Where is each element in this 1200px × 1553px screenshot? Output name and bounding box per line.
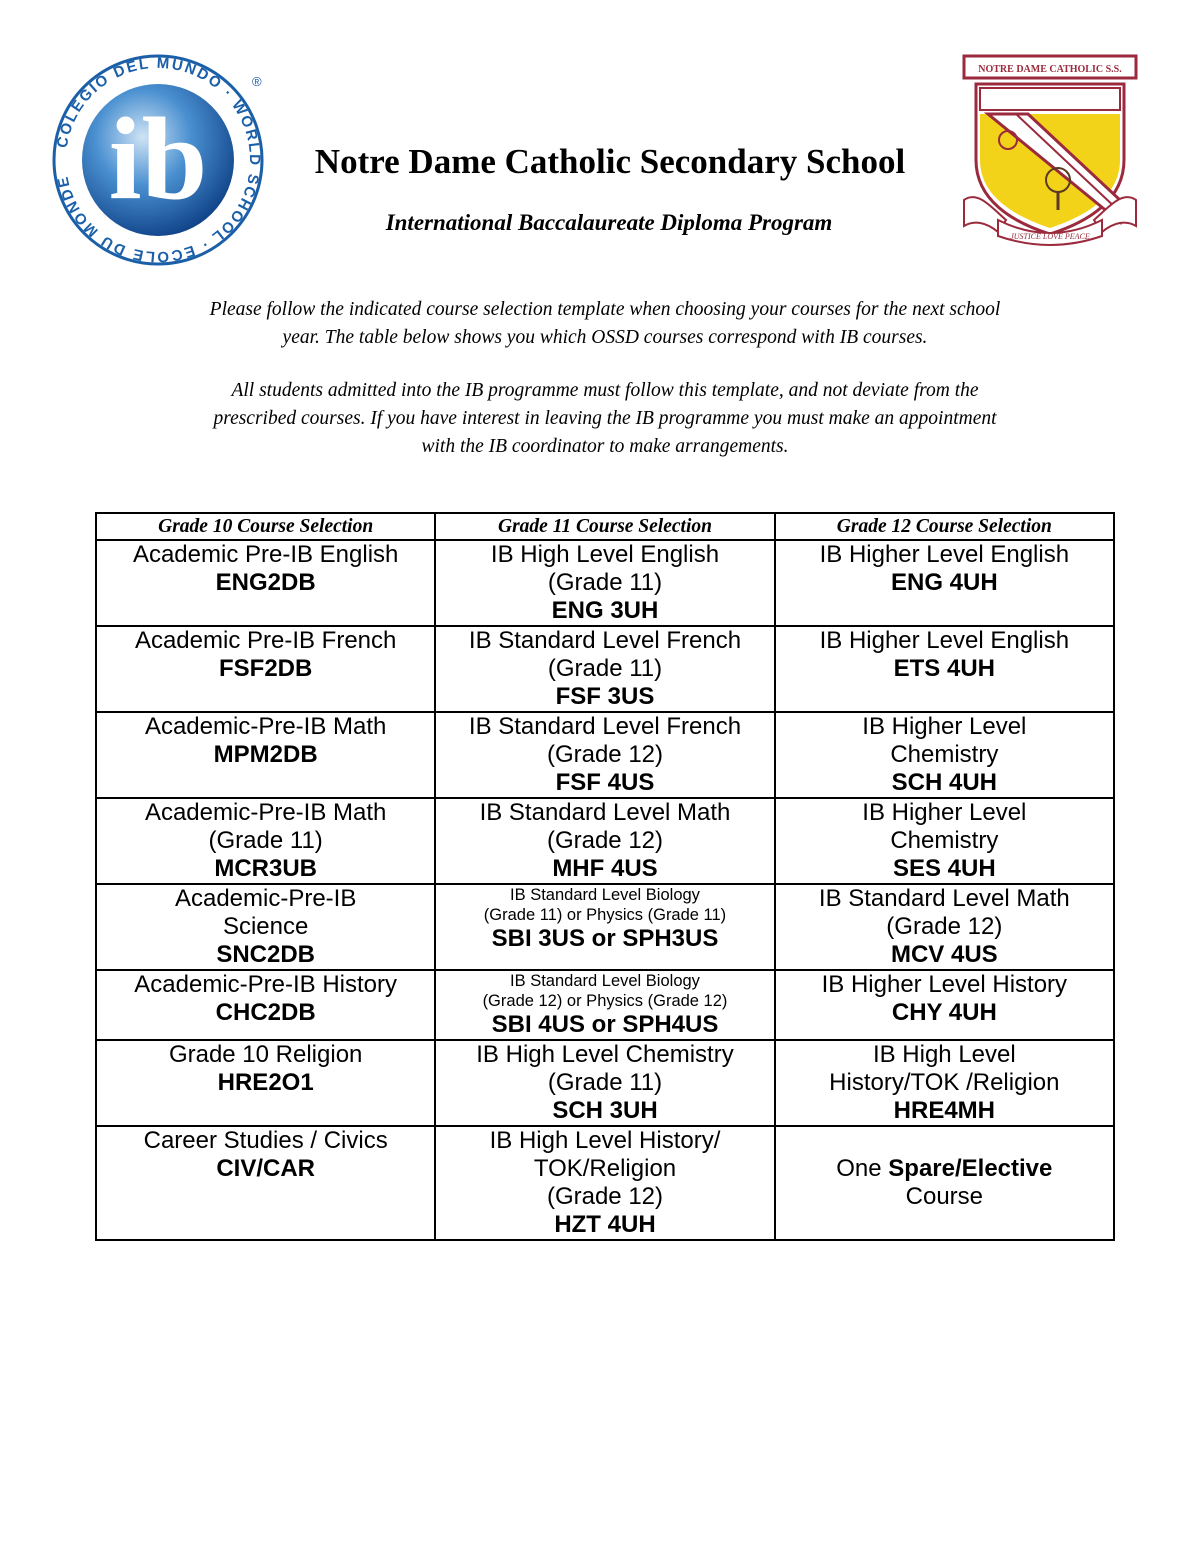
course-name: Grade 10 Religion <box>168 1041 363 1068</box>
course-name: TOK/Religion <box>533 1155 677 1182</box>
course-name: (Grade 11) <box>547 655 663 682</box>
course-code: MCR3UB <box>214 855 317 882</box>
course-cell <box>96 626 435 712</box>
course-name: IB High Level <box>872 1041 1016 1068</box>
course-name: IB Standard Level Biology <box>510 972 700 990</box>
intro-line: prescribed courses. If you have interest in leaving the IB programme you must make an appointment <box>213 408 997 429</box>
course-code: SNC2DB <box>216 941 315 968</box>
course-code: FSF 3US <box>555 683 655 710</box>
course-name: (Grade 12) or Physics (Grade 12) <box>482 992 728 1010</box>
course-cell <box>96 712 435 798</box>
course-code: HRE2O1 <box>217 1069 314 1096</box>
table-header-row <box>96 513 1114 540</box>
table-row <box>96 1040 1114 1126</box>
course-name: Course <box>905 1183 984 1210</box>
svg-text:ib: ib <box>108 93 208 224</box>
course-name: Science <box>222 913 309 940</box>
course-name: (Grade 12) <box>546 741 664 768</box>
course-name: Academic-Pre-IB Math <box>144 799 387 826</box>
course-cell <box>775 884 1114 970</box>
course-name: Chemistry <box>890 827 999 854</box>
course-code: FSF2DB <box>218 655 313 682</box>
course-name: History/TOK /Religion <box>829 1069 1060 1096</box>
course-cell <box>775 712 1114 798</box>
ib-logo-ring-text: COLEGIO DEL MUNDO · WORLD SCHOOL · ÉCOLE DU MONDE <box>53 54 264 266</box>
table-row <box>96 626 1114 712</box>
course-name: Career Studies / Civics <box>143 1127 388 1154</box>
course-name: IB Higher Level <box>862 799 1027 826</box>
course-cell <box>775 626 1114 712</box>
grade-12-header: Grade 12 Course Selection <box>775 513 1114 540</box>
course-code: SCH 3UH <box>552 1097 658 1124</box>
course-cell <box>96 1126 435 1240</box>
course-name: Academic-Pre-IB <box>174 885 357 912</box>
course-code: CHC2DB <box>215 999 316 1026</box>
course-name: (Grade 12) <box>546 1183 664 1210</box>
course-cell <box>96 1040 435 1126</box>
course-name: IB Higher Level English <box>819 627 1070 654</box>
table-row <box>96 540 1114 626</box>
course-code: MPM2DB <box>213 741 318 768</box>
course-name-bold: Spare/Elective <box>888 1155 1053 1182</box>
course-name: Chemistry <box>890 741 999 768</box>
course-name: (Grade 11) <box>547 569 663 596</box>
course-cell <box>96 970 435 1040</box>
course-name: IB Higher Level History <box>821 971 1068 998</box>
course-code: MCV 4US <box>890 941 998 968</box>
course-name: Academic-Pre-IB History <box>134 971 398 998</box>
school-name: Notre Dame Catholic Secondary School <box>314 142 906 181</box>
course-name: Academic Pre-IB English <box>132 541 399 568</box>
course-cell <box>435 712 774 798</box>
crest-motto-text: JUSTICE LOVE PEACE <box>1010 232 1090 241</box>
course-name: (Grade 11) <box>208 827 323 854</box>
course-cell <box>775 1040 1114 1126</box>
course-name: IB Standard Level Biology <box>510 886 700 904</box>
course-code: HRE4MH <box>893 1097 995 1124</box>
course-selection-table <box>95 512 1115 1241</box>
table-row <box>96 798 1114 884</box>
course-cell <box>435 798 774 884</box>
intro-paragraph-2 <box>110 377 1100 461</box>
program-title: International Baccalaureate Diploma Program <box>385 210 833 235</box>
course-cell <box>435 970 774 1040</box>
course-name: (Grade 11) or Physics (Grade 11) <box>483 906 727 924</box>
course-code: MHF 4US <box>552 855 658 882</box>
course-name: (Grade 11) <box>547 1069 663 1096</box>
course-cell <box>775 540 1114 626</box>
grade-11-header: Grade 11 Course Selection <box>435 513 774 540</box>
course-code: ENG 3UH <box>551 597 659 624</box>
course-name: One <box>836 1155 889 1182</box>
course-name: IB Standard Level Math <box>818 885 1070 912</box>
intro-line: with the IB coordinator to make arrangements. <box>421 436 789 457</box>
intro-line: Please follow the indicated course selection template when choosing your courses for the next school <box>209 299 1001 320</box>
table-row <box>96 712 1114 798</box>
spare-elective-line <box>780 1155 1109 1183</box>
course-code: FSF 4US <box>555 769 655 796</box>
table-row <box>96 970 1114 1040</box>
course-name: Academic Pre-IB French <box>134 627 397 654</box>
course-name: (Grade 12) <box>546 827 664 854</box>
course-name: IB Standard Level French <box>468 627 742 654</box>
course-name: IB Standard Level Math <box>479 799 731 826</box>
grade-10-header: Grade 10 Course Selection <box>96 513 435 540</box>
course-code: ENG 4UH <box>890 569 998 596</box>
course-code: SBI 4US or SPH4US <box>491 1011 719 1038</box>
course-cell <box>775 1126 1114 1240</box>
course-code: SBI 3US or SPH3US <box>491 925 719 952</box>
course-cell <box>435 626 774 712</box>
course-code: CHY 4UH <box>891 999 997 1026</box>
course-cell <box>435 1040 774 1126</box>
course-code: ETS 4UH <box>893 655 995 682</box>
course-name: IB Higher Level <box>862 713 1027 740</box>
course-cell <box>775 798 1114 884</box>
course-name: IB High Level Chemistry <box>476 1041 734 1068</box>
course-cell <box>96 884 435 970</box>
course-cell <box>96 798 435 884</box>
course-code: SCH 4UH <box>891 769 997 796</box>
course-code: SES 4UH <box>892 855 996 882</box>
svg-text:®: ® <box>252 74 262 89</box>
course-name: IB Standard Level French <box>468 713 742 740</box>
course-name: IB Higher Level English <box>819 541 1070 568</box>
course-cell <box>775 970 1114 1040</box>
crest-banner-text: NOTRE DAME CATHOLIC S.S. <box>978 64 1122 75</box>
course-name: IB High Level English <box>490 541 720 568</box>
course-name: Academic-Pre-IB Math <box>144 713 387 740</box>
table-row <box>96 1126 1114 1240</box>
course-code: CIV/CAR <box>216 1155 315 1182</box>
intro-paragraph-1 <box>110 296 1100 352</box>
course-cell <box>96 540 435 626</box>
course-name: (Grade 12) <box>886 913 1003 940</box>
course-cell <box>435 1126 774 1240</box>
intro-line: All students admitted into the IB programme must follow this template, and not deviate from the <box>231 380 979 401</box>
course-name: IB High Level History/ <box>489 1127 721 1154</box>
table-row <box>96 884 1114 970</box>
course-code: HZT 4UH <box>554 1211 656 1238</box>
intro-line: year. The table below shows you which OSSD courses correspond with IB courses. <box>282 327 928 348</box>
course-code: ENG2DB <box>215 569 316 596</box>
course-cell <box>435 540 774 626</box>
course-cell <box>435 884 774 970</box>
